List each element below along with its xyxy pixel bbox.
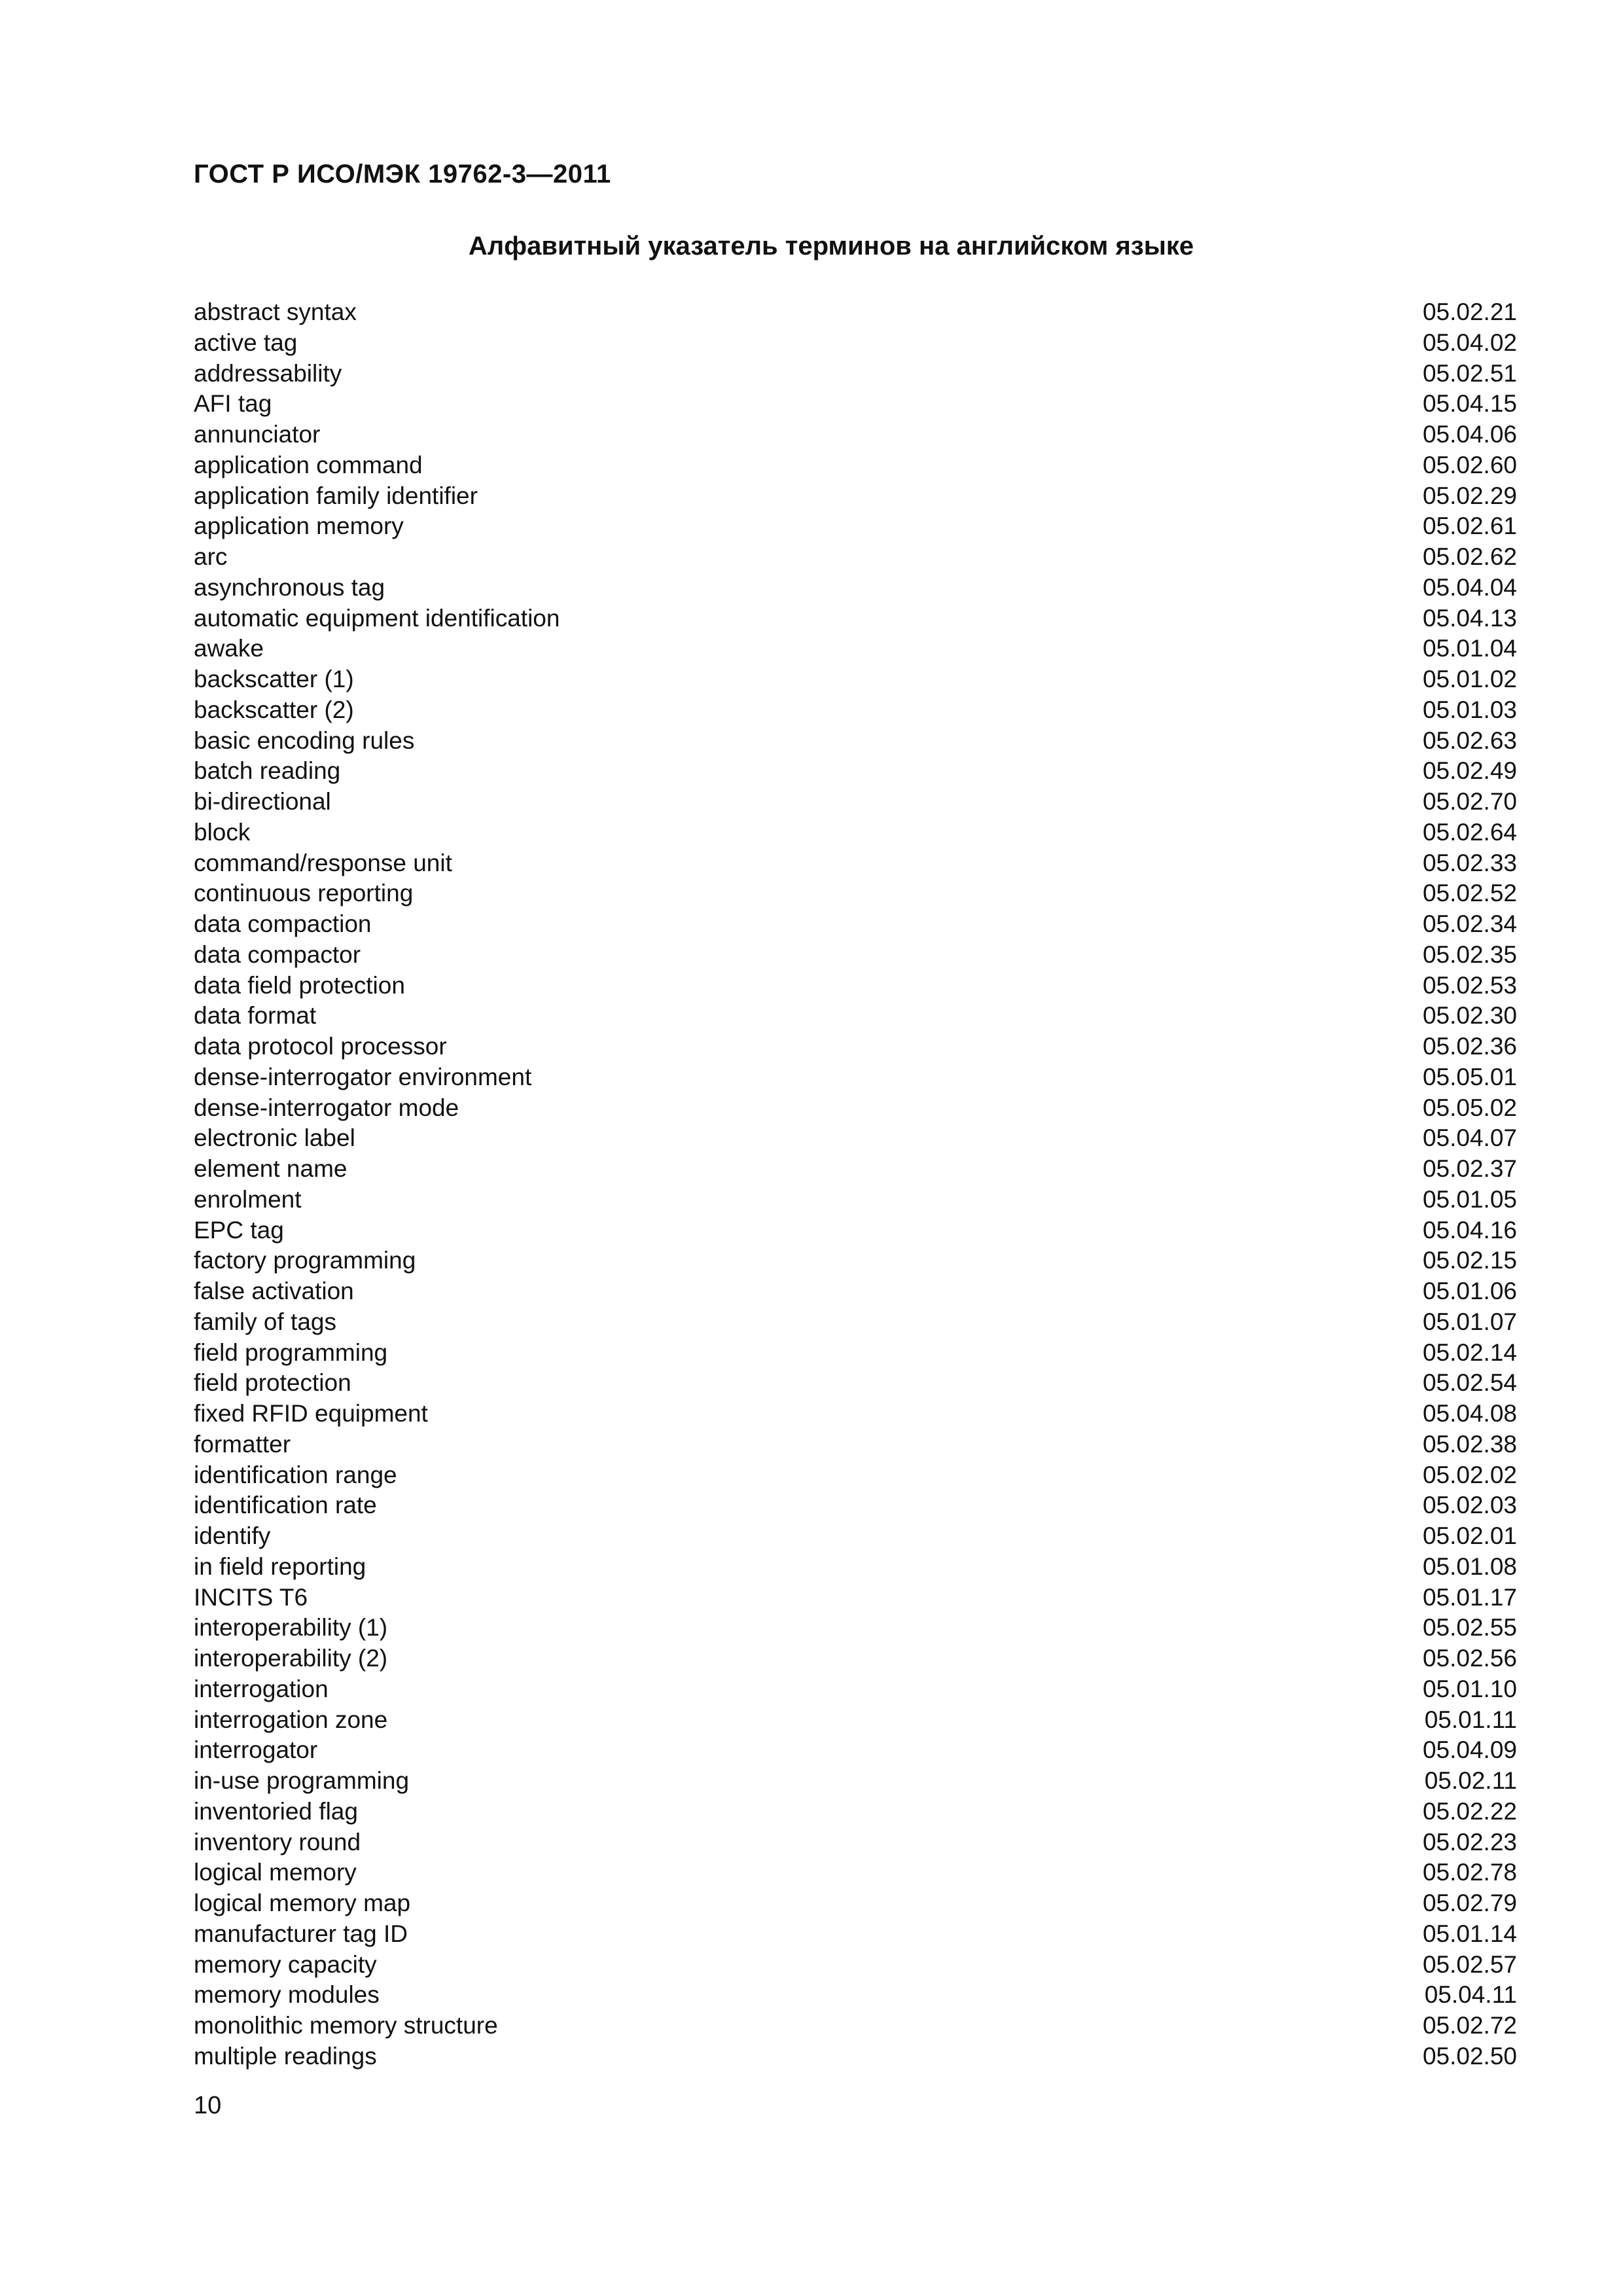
index-row [194,634,1517,664]
index-term: arc [194,543,228,570]
index-term: application memory [194,512,404,540]
index-term: bi-directional [194,788,331,815]
index-row [194,1338,1517,1369]
index-row [194,1857,1517,1888]
index-row [194,1766,1517,1797]
index-row [194,1276,1517,1307]
index-row [194,695,1517,726]
index-row [194,1460,1517,1491]
index-code: 05.04.09 [1422,1736,1517,1764]
index-term: AFI tag [194,390,272,418]
index-row [194,787,1517,817]
index-term: interrogation zone [194,1706,388,1733]
index-term: interoperability (1) [194,1614,388,1641]
index-row [194,359,1517,389]
document-header: ГОСТ Р ИСО/МЭК 19762-3—2011 [194,160,611,188]
index-term: electronic label [194,1124,355,1152]
index-code: 05.01.05 [1422,1185,1517,1213]
index-term: manufacturer tag ID [194,1920,408,1947]
index-row [194,573,1517,603]
index-row [194,756,1517,787]
index-code: 05.02.02 [1422,1461,1517,1488]
index-row [194,664,1517,695]
index-code: 05.02.01 [1422,1522,1517,1549]
index-row [194,1643,1517,1674]
index-code: 05.02.22 [1422,1797,1517,1825]
index-term: addressability [194,359,342,387]
index-row [194,1552,1517,1583]
index-code: 05.04.08 [1422,1400,1517,1427]
index-term: dense-interrogator mode [194,1094,459,1121]
index-row [194,1705,1517,1736]
index-code: 05.02.11 [1424,1767,1517,1794]
index-term: command/response unit [194,849,452,876]
index-code: 05.02.35 [1422,941,1517,968]
index-code: 05.01.14 [1422,1920,1517,1947]
index-term: interoperability (2) [194,1645,388,1672]
index-code: 05.02.30 [1422,1002,1517,1030]
index-code: 05.02.52 [1422,880,1517,907]
index-row [194,2011,1517,2041]
index-code: 05.01.17 [1422,1583,1517,1611]
index-term: formatter [194,1430,291,1458]
index-row [194,1490,1517,1521]
index-term: interrogator [194,1736,318,1764]
index-row [194,1307,1517,1338]
index-code: 05.02.54 [1422,1369,1517,1397]
index-term: application command [194,451,423,478]
index-term: in-use programming [194,1767,410,1794]
index-term: block [194,818,251,846]
index-row [194,1001,1517,1031]
index-row [194,1735,1517,1766]
index-term: backscatter (1) [194,666,354,692]
index-code: 05.04.11 [1424,1981,1517,2009]
index-row [194,1399,1517,1429]
index-row [194,542,1517,573]
index-term: monolithic memory structure [194,2012,498,2039]
index-term: identification rate [194,1492,377,1519]
index-row [194,1062,1517,1093]
index-row [194,1797,1517,1827]
index-code: 05.02.79 [1422,1890,1517,1916]
index-code: 05.01.04 [1422,635,1517,662]
index-code: 05.01.11 [1424,1706,1517,1733]
index-code: 05.02.78 [1422,1859,1517,1886]
index-row [194,420,1517,450]
index-row [194,389,1517,420]
term-index-list [194,297,1517,2072]
index-code: 05.02.29 [1422,482,1517,509]
index-term: field programming [194,1338,388,1366]
index-term: enrolment [194,1185,302,1213]
index-row [194,1093,1517,1124]
index-code: 05.02.33 [1422,849,1517,876]
index-code: 05.02.72 [1422,2012,1517,2039]
index-code: 05.02.37 [1422,1155,1517,1182]
index-code: 05.05.01 [1422,1063,1517,1090]
index-row [194,817,1517,848]
index-row [194,1123,1517,1154]
index-term: factory programming [194,1247,416,1274]
index-code: 05.02.62 [1422,543,1517,570]
index-term: application family identifier [194,482,478,509]
index-code: 05.02.03 [1422,1492,1517,1519]
index-title: Алфавитный указатель терминов на английском языке [468,232,1194,260]
index-term: field protection [194,1369,351,1397]
index-code: 05.02.36 [1422,1033,1517,1060]
index-row [194,603,1517,634]
index-row [194,971,1517,1001]
index-row [194,940,1517,971]
index-term: multiple readings [194,2042,377,2070]
index-code: 05.02.50 [1422,2042,1517,2070]
index-row [194,1583,1517,1613]
index-code: 05.02.34 [1422,910,1517,937]
index-code: 05.01.07 [1422,1308,1517,1335]
index-term: batch reading [194,757,341,785]
index-term: INCITS T6 [194,1583,308,1611]
index-row [194,1980,1517,2011]
index-code: 05.02.55 [1422,1614,1517,1641]
index-code: 05.01.06 [1422,1278,1517,1304]
index-row [194,1613,1517,1643]
index-term: interrogation [194,1675,329,1702]
index-row [194,328,1517,359]
index-row [194,1888,1517,1919]
index-code: 05.05.02 [1422,1094,1517,1121]
index-row [194,1185,1517,1215]
index-code: 05.02.14 [1422,1338,1517,1366]
index-term: data compactor [194,941,361,968]
index-row [194,1827,1517,1858]
index-term: logical memory [194,1859,357,1886]
index-code: 05.02.21 [1422,298,1517,325]
index-term: inventoried flag [194,1797,358,1825]
index-code: 05.02.64 [1422,818,1517,846]
index-term: data protocol processor [194,1033,447,1060]
index-row [194,1521,1517,1552]
index-code: 05.02.15 [1422,1247,1517,1274]
index-row [194,511,1517,542]
index-code: 05.01.02 [1422,666,1517,692]
index-term: EPC tag [194,1216,284,1244]
index-term: identify [194,1522,271,1549]
index-term: logical memory map [194,1890,411,1916]
index-row [194,1031,1517,1062]
index-term: inventory round [194,1828,361,1856]
index-term: data field protection [194,971,405,999]
index-code: 05.02.23 [1422,1828,1517,1856]
index-term: automatic equipment identification [194,604,560,632]
index-row [194,1429,1517,1460]
index-term: awake [194,635,264,662]
index-term: dense-interrogator environment [194,1063,532,1090]
index-term: active tag [194,329,298,356]
index-row [194,450,1517,481]
index-term: basic encoding rules [194,726,415,754]
index-code: 05.02.38 [1422,1430,1517,1458]
index-row [194,1215,1517,1246]
index-row [194,481,1517,512]
index-term: false activation [194,1278,354,1304]
index-code: 05.01.03 [1422,696,1517,723]
index-term: family of tags [194,1308,336,1335]
index-term: data format [194,1002,317,1030]
index-term: memory modules [194,1981,380,2009]
index-term: asynchronous tag [194,573,385,601]
index-code: 05.04.16 [1422,1216,1517,1244]
index-term: data compaction [194,910,372,937]
index-term: backscatter (2) [194,696,354,723]
index-code: 05.02.61 [1422,512,1517,540]
index-code: 05.02.70 [1422,788,1517,815]
index-code: 05.04.06 [1422,421,1517,448]
index-term: fixed RFID equipment [194,1400,428,1427]
index-code: 05.04.04 [1422,573,1517,601]
index-row [194,1246,1517,1276]
index-row [194,1154,1517,1185]
index-term: abstract syntax [194,298,357,325]
index-code: 05.04.02 [1422,329,1517,356]
index-code: 05.02.57 [1422,1950,1517,1978]
index-code: 05.02.63 [1422,726,1517,754]
index-row [194,848,1517,879]
index-code: 05.01.10 [1422,1675,1517,1702]
index-term: element name [194,1155,348,1182]
page-number: 10 [194,2092,222,2119]
index-row [194,2041,1517,2072]
index-row [194,909,1517,940]
index-code: 05.02.51 [1422,359,1517,387]
index-code: 05.02.60 [1422,451,1517,478]
index-term: memory capacity [194,1950,377,1978]
index-term: continuous reporting [194,880,414,907]
index-row [194,297,1517,328]
index-row [194,1950,1517,1981]
index-code: 05.01.08 [1422,1552,1517,1580]
index-row [194,878,1517,909]
index-term: in field reporting [194,1552,366,1580]
index-code: 05.04.07 [1422,1124,1517,1152]
index-code: 05.02.53 [1422,971,1517,999]
index-row [194,726,1517,757]
index-row [194,1368,1517,1399]
index-term: annunciator [194,421,321,448]
index-term: identification range [194,1461,397,1488]
index-code: 05.02.56 [1422,1645,1517,1672]
index-code: 05.02.49 [1422,757,1517,785]
index-row [194,1919,1517,1950]
index-code: 05.04.15 [1422,390,1517,418]
index-code: 05.04.13 [1422,604,1517,632]
index-row [194,1674,1517,1705]
